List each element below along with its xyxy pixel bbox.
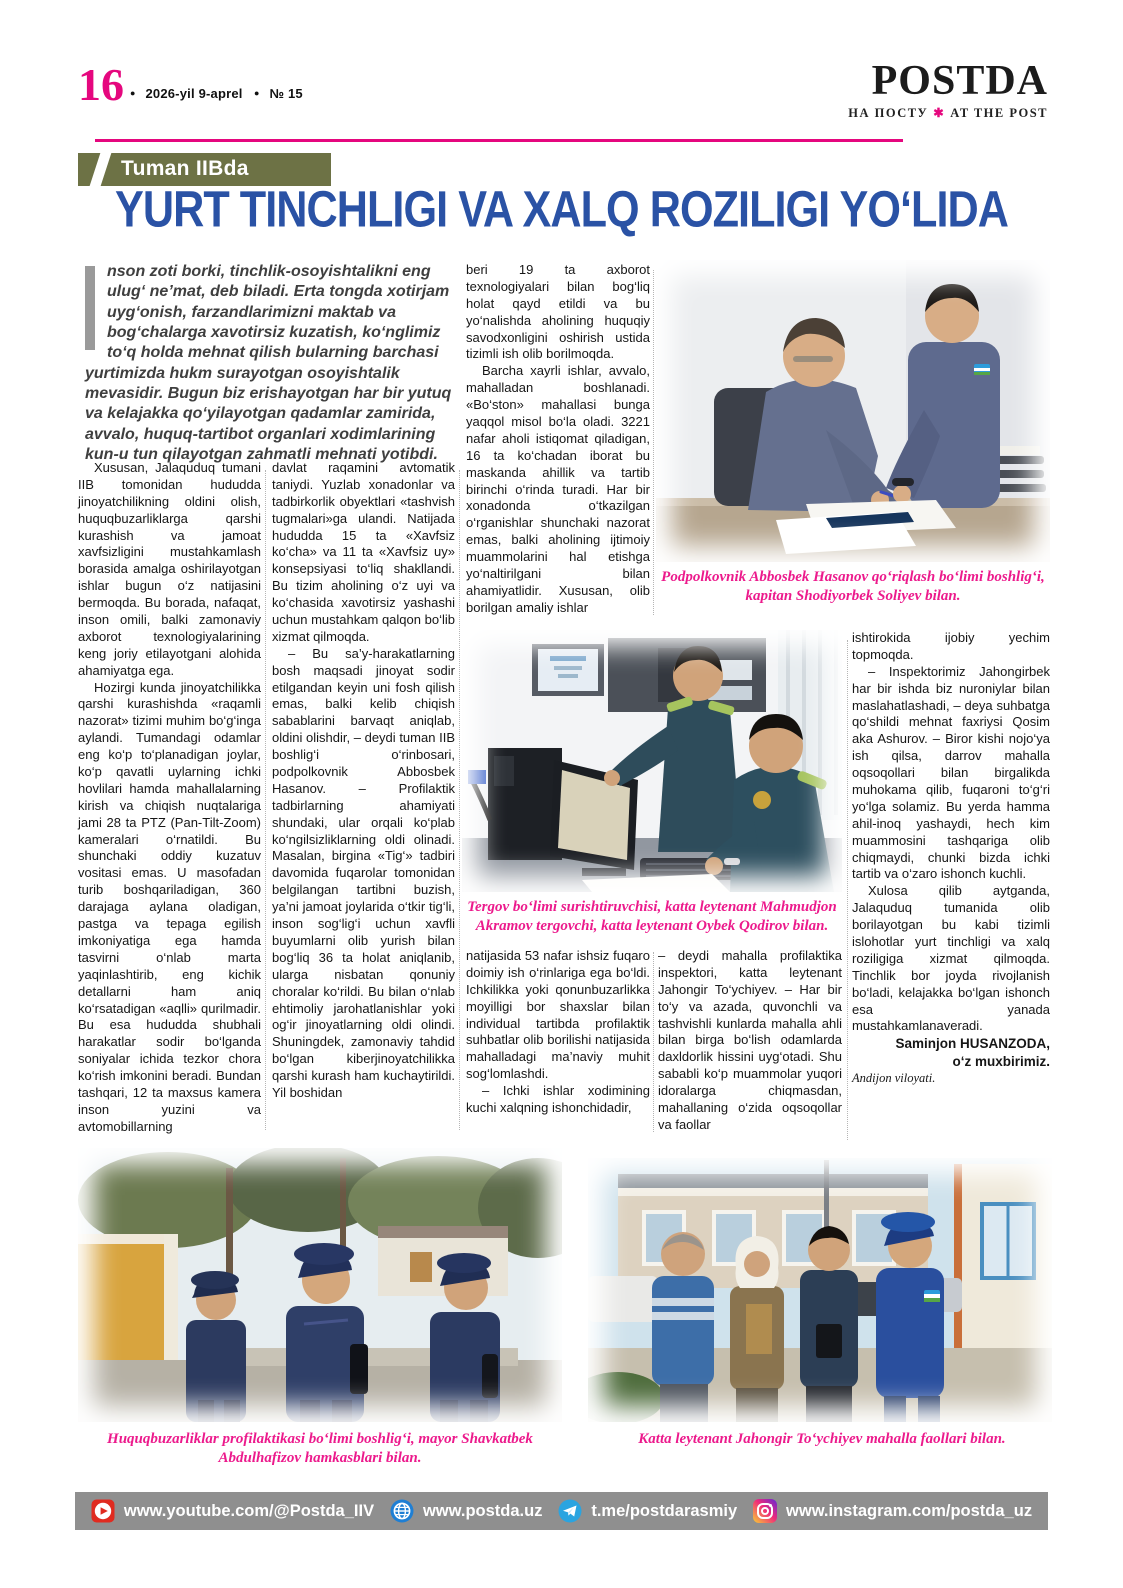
author-name: Saminjon HUSANZODA, — [895, 1036, 1050, 1052]
paragraph: – Inspektorimiz Jahongirbek har bir ishda biz nuroniylar bilan maslahatlashadi, – deya suhbatga qo‘shildi mehnat faxriysi Qosim aka Ashurov. – Biror kishi nojo‘ya ish qilsa, darrov mahalla oqsoqollari bilan birgalikda muhokama qilib, fuqaroni to‘g‘ri yo‘lga solamiz. Bu yerda hamma ahil-inoq yashaydi, hech kim muammosini tashqariga olib chiqmaydi, chunki bizda ichki tartib va o‘zaro ishonch kuchli. — [852, 663, 1050, 882]
photo1-caption: Podpolkovnik Abbosbek Hasanov qo‘riqlash bo‘limi boshlig‘i, kapitan Shodiyorbek Soliyev bilan. — [661, 569, 1045, 604]
paragraph: ishtirokida ijobiy yechim topmoqda. — [852, 630, 1050, 662]
paragraph: beri 19 ta axborot texnologiyalari bilan bog‘liq holat qayd etildi va bu yo‘nalishda aholining huquqiy savodxonligini oshirish ustida tizimli ish olib borilmoqda. — [466, 262, 650, 362]
paragraph: Hozirgi kunda jinoyatchilikka qarshi kurashishda «raqamli nazorat» tizimi muhim bo‘g‘inga aylandi. Tumandagi odamlar eng ko‘p to‘planadigan joylar, ko‘p qavatli uylarning ichki hovlilari hamda mahallalarning kirish va chiqish nuqtalariga jami 28 ta PTZ (Pan-Tilt-Zoom) kameralari o‘rnatildi. Bu shunchaki oddiy kuzatuv vositasi emas. U masofadan turib boshqariladigan, 360 darajaga aylana oladigan, pastga va tepaga egilish imkoniyatiga ega hamda tasvirni o‘nlab marta yaqinlashtirib, eng kichik detallarni ham aniq ko‘rsatadigan «aqlli» qurilmadir. Bu esa hududda shubhali harakatlar sodir bo‘lganda soniyalar ichida tezkor chora ko‘rish imkonini beradi. Bundan tashqari, 12 ta maxsus kamera inson yuzini va avtomobillarning — [78, 679, 261, 1134]
photo-mahalla-meeting — [588, 1158, 1052, 1422]
social-footer-bar — [75, 1492, 1048, 1530]
author-region: Andijon viloyati. — [852, 1071, 936, 1086]
column-divider — [653, 270, 654, 615]
paragraph: Barcha xayrli ishlar, avvalo, mahalladan boshlanadi. «Bo‘ston» mahallasi bunga yaqqol misol bo‘la oladi. 3221 nafar aholi istiqomat qiladigan, 16 ta ko‘chadan iborat bu maskanda ahillik va tartib birinchi o‘rinda turadi. Har bir xonadonda o‘tkazilgan o‘rganishlar shunchaki nazorat emas, balki aholining ijtimoiy muammolarini hal etishga yo‘naltirilgani bilan ahamiyatlidir. Xususan, olib borilgan amaliy ishlar — [466, 363, 650, 615]
youtube-icon — [91, 1499, 115, 1523]
column-divider — [847, 640, 848, 1140]
column-divider — [459, 470, 460, 1130]
body-column-4-bottom — [658, 948, 842, 1163]
photo-officers-signing — [656, 260, 1050, 562]
instagram-icon — [753, 1499, 777, 1523]
photo-officers-signing-art — [656, 260, 1050, 562]
issue-number: № 15 — [269, 86, 303, 101]
photo-mahalla-meeting-art — [588, 1158, 1052, 1422]
telegram-link[interactable] — [558, 1499, 737, 1523]
globe-icon — [390, 1499, 414, 1523]
photo-officers-walking — [78, 1148, 562, 1422]
header-rule — [95, 139, 903, 142]
woman-headscarf — [730, 1236, 784, 1422]
paragraph: natijasida 53 nafar ishsiz fuqaro doimiy ish o‘rinlariga ega bo‘ldi. Ichkilikka yoki qonunbuzarlikka moyilligi bor shaxslar bilan individual tartibda profilaktik suhbatlar olib borilishi natijasida mahalladagi ma’naviy muhit sog‘lomlashdi. — [466, 948, 650, 1082]
column-divider — [653, 952, 654, 1132]
body-column-5 — [852, 630, 1050, 1170]
youtube-link[interactable] — [91, 1499, 374, 1523]
logo-subtitle — [848, 105, 1048, 121]
paragraph: – Bu sa’y-harakatlarning bosh maqsadi jinoyat sodir etilgandan keyin uni fosh qilish emas, balki kelib chiqish sabablarini barvaqt aniqlab, oldini olishdir, – deydi tuman IIB boshlig‘i o‘rinbosari, podpolkovnik Abbosbek Hasanov. – Profilaktik tadbirlarning ahamiyati shundaki, ular orqali ko‘plab ko‘ngilsizliklarning oldi olinadi. Masalan, birgina «Tig‘» tadbiri davomida fuqarolar tomonidan belgilangan tartibni buzish, ya’ni jamoat joylarida o‘tkir tig‘li, inson sog‘lig‘i uchun xavfli buyumlarni olib yurish bilan bog‘liq 36 ta holat aniqlanib, ularga nisbatan qonuniy choralar ko‘rildi. Bu bilan o‘nlab ehtimoliy jarohatlanishlar yoki og‘ir jinoyatlarning oldi olindi. Shuningdek, zamonaviy tahdid bo‘lgan kiberjinoyatchilikka qarshi kurash ham kuchaytirildi. Yil boshidan — [272, 645, 455, 1100]
section-label: Tuman IIBda — [121, 157, 249, 180]
body-column-3-bottom — [466, 948, 650, 1163]
body-column-1 — [78, 460, 261, 1150]
paragraph: davlat raqamini avtomatik taniydi. Yuzlab xonadonlar va tadbirkorlik obyektlari «tashvish tugmalari»ga ulandi. Natijada hududda 15 ta «Xavfsiz ko‘cha» va 11 ta «Xavfsiz uy» konsepsiyasi to‘liq shakllandi. Bu tizim aholining o‘z uyi va ko‘chasida xavotirsiz yashashi uchun mustahkam qalqon bo‘lib xizmat qilmoqda. — [272, 460, 455, 644]
newspaper-logo — [848, 60, 1048, 121]
photo2-caption: Tergov bo‘limi surishtiruvchisi, katta leytenant Mahmudjon Akramov tergovchi, katta leytenant Oybek Qodirov bilan. — [467, 899, 837, 934]
photo3-caption: Huquqbuzarliklar profilaktikasi bo‘limi boshlig‘i, mayor Shavkatbek Abdulhafizov hamkasblari bilan. — [107, 1431, 533, 1466]
lead-paragraph — [85, 262, 459, 465]
bullet-icon: ● — [130, 88, 136, 98]
photo-officers-computer-art — [462, 630, 842, 892]
telegram-url: t.me/postdarasmiy — [591, 1501, 738, 1520]
logo-sub-right: AT THE POST — [950, 106, 1048, 120]
article-title: YURT TINCHLIGI VA XALQ ROZILIGI YO‘LIDA — [115, 180, 1008, 239]
paragraph: – Ichki ishlar xodimining kuchi xalqning ishonchidadir, — [466, 1083, 650, 1116]
photo-officers-computer — [462, 630, 842, 892]
lead-text: nson zoti borki, tinchlik-osoyishtalikni eng ulug‘ ne’mat, deb biladi. Erta tongda xotirjam uyg‘onish, farzandlarimizni maktab va bog‘chalarga xavotirsiz kuzatish, ko‘nglimiz to‘q holda mehnat qilish bularning barchasi yurtimizda hukm surayotgan osoyishtalik mevasidir. Bugun biz erishayotgan har bir yutuq va kelajakka qo‘yilayotgan qadamlar zamirida, avvalo, huquq-tartibot organlari xodimlarining kun-u tun qilayotgan zahmatli mehnati yotibdi. — [85, 263, 452, 463]
website-link[interactable] — [390, 1499, 542, 1523]
telegram-icon — [558, 1499, 582, 1523]
bullet-icon: ● — [254, 88, 260, 98]
page-number: 16 — [78, 59, 124, 110]
paragraph: Xususan, Jalaquduq tumani IIB tomonidan hududda jinoyatchilikning oldini olish, huquqbuzarliklarga qarshi kurashish va jamoat xavfsizligini mustahkamlash borasida amalga oshirilayotgan ishlar bugun o‘z natijasini bermoqda. Bu borada, nafaqat, inson omili, balki zamonaviy axborot texnologiyalarining keng joriy etilayotgani alohida ahamiyatga ega. — [78, 460, 261, 678]
photo4-caption: Katta leytenant Jahongir To‘ychiyev mahalla faollari bilan. — [638, 1431, 1006, 1447]
instagram-url: www.instagram.com/postda_uz — [786, 1501, 1033, 1520]
author-role: o‘z muxbirimiz. — [952, 1053, 1050, 1069]
instagram-link[interactable] — [753, 1499, 1032, 1523]
paragraph: – deydi mahalla profilaktika inspektori, katta leytenant Jahongir To‘ychiyev. – Har bir to‘y va azada, quvonchli va tashvishli kunlarda mahalla ahli bilan birga bo‘lish odamlarda daxldorlik hissini uyg‘otadi. Shu sababli ko‘p muammolar yuqori idoralarga chiqmasdan, mahallaning o‘zida oqsoqollar va faollar — [658, 948, 842, 1132]
logo-sub-left: НА ПОСТУ — [848, 106, 929, 120]
drop-cap-bar — [85, 266, 95, 350]
photo-officers-walking-art — [78, 1148, 562, 1422]
website-url: www.postda.uz — [422, 1501, 543, 1520]
column-divider — [265, 470, 266, 1130]
issue-date: 2026-yil 9-aprel — [145, 86, 243, 101]
wall-frame — [532, 644, 604, 696]
body-column-3-top — [466, 262, 650, 622]
issue-meta — [130, 86, 303, 101]
paragraph: Xulosa qilib aytganda, Jalaquduq tumanida olib borilayotgan bu kabi tizimli islohotlar yurt tinchligi va xalq roziligiga xizmat qilmoqda. Tinchlik bor joyda rivojlanish bo‘ladi, kelajakka bo‘lgan ishonch esa yanada mustahkamlanaveradi. — [852, 883, 1050, 1034]
logo-title: POSTDA — [871, 58, 1048, 104]
body-column-2 — [272, 460, 455, 1172]
youtube-url: www.youtube.com/@Postda_IIV — [123, 1501, 375, 1520]
star-icon: ✱ — [933, 106, 946, 120]
